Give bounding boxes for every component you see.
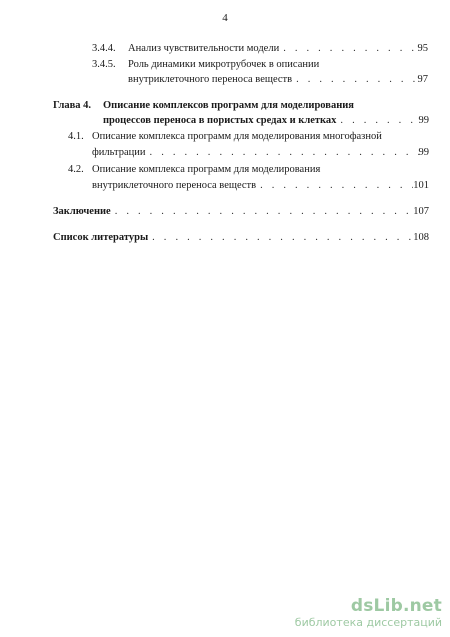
watermark — [295, 597, 442, 629]
toc-conclusion — [53, 205, 429, 218]
watermark-tagline: библиотека диссертаций — [294, 616, 442, 629]
toc-entry-number: 3.4.4. — [92, 43, 116, 54]
page-number: 4 — [222, 12, 228, 24]
toc-entry-page: 108 — [413, 232, 429, 243]
toc-entry-4-2-line1 — [68, 163, 430, 176]
toc-entry-title-cont: внутриклеточного переноса веществ — [128, 74, 293, 85]
toc-bibliography — [53, 231, 429, 244]
toc-dot-leader — [146, 146, 419, 159]
toc-chapter-4-line1 — [53, 99, 429, 112]
watermark-logo: dsLib.net — [350, 596, 442, 616]
toc-entry-title-cont: процессов переноса в пористых средах и клетках — [103, 115, 337, 126]
toc-entry-page: 107 — [413, 206, 429, 217]
toc-entry-4-2-line2 — [92, 179, 429, 192]
toc-entry-page: 101 — [413, 180, 429, 191]
toc-entry-title-cont: фильтрации — [92, 147, 146, 158]
toc-dot-leader — [292, 73, 417, 86]
toc-entry-3-4-4 — [92, 42, 428, 55]
toc-entry-page: 97 — [417, 74, 428, 85]
toc-entry-number: 3.4.5. — [92, 59, 116, 70]
toc-entry-number: 4.2. — [68, 164, 84, 175]
toc-entry-title: Описание комплексов программ для моделирования — [103, 100, 354, 111]
toc-dot-leader — [256, 179, 413, 192]
toc-dot-leader — [111, 205, 414, 218]
toc-entry-title: Описание комплекса программ для моделирования — [92, 164, 321, 175]
toc-entry-page: 95 — [417, 43, 428, 54]
toc-entry-title: Описание комплекса программ для моделирования многофазной — [92, 131, 382, 142]
toc-entry-title: Список литературы — [53, 232, 149, 243]
toc-entry-3-4-5-line1 — [92, 58, 428, 71]
toc-chapter-4-line2 — [103, 114, 429, 127]
toc-entry-4-1-line2 — [92, 146, 429, 159]
toc-dot-leader — [148, 231, 413, 244]
toc-entry-3-4-5-line2 — [128, 73, 428, 86]
toc-dot-leader — [336, 114, 418, 127]
toc-entry-title: Заключение — [53, 206, 111, 217]
toc-entry-4-1-line1 — [68, 130, 430, 143]
toc-entry-title-cont: внутриклеточного переноса веществ — [92, 180, 257, 191]
toc-entry-page: 99 — [418, 147, 429, 158]
toc-entry-page: 99 — [418, 115, 429, 126]
toc-entry-number: 4.1. — [68, 131, 84, 142]
toc-entry-title: Роль динамики микротрубочек в описании — [128, 59, 320, 70]
toc-entry-number: Глава 4. — [53, 100, 92, 111]
toc-dot-leader — [279, 42, 417, 55]
toc-entry-title: Анализ чувствительности модели — [128, 43, 280, 54]
